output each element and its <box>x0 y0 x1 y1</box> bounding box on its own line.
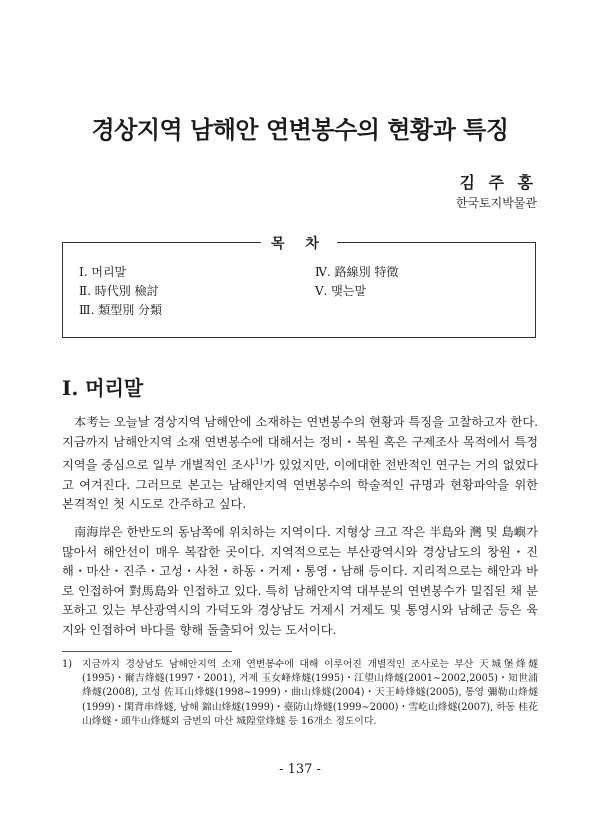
table-of-contents <box>62 236 536 338</box>
author-affiliation: 한국토지박물관 <box>455 196 537 210</box>
page-number: - 137 - <box>279 762 321 777</box>
footnote-text: 지금까지 경상남도 남해안지역 소재 연변봉수에 대해 이루어진 개별적인 조사로는 부산 天城堡烽燧(1995)・爾吉烽燧(1997・2001), 거제 玉女峰烽燧(1995)・江望山烽燧(2001∼2002,2005)・知世浦烽燧(2008), 고성 佐耳山烽燧(1998∼1999)・曲山烽燧(2004)・天王峙烽燧(2005), 통영 彌勒山烽燧(1999)・閑背串烽燧, 남해 錦山烽燧(1999)・臺防山烽燧(1999∼2000)・雪屹山烽燧(2007), 하동 桂花山烽燧・頭牛山烽燧외 금번의 마산 城隍堂烽燧 등 16개소 정도이다. <box>82 659 538 727</box>
footnote <box>62 658 538 729</box>
section-heading: Ⅰ. 머리말 <box>62 376 144 400</box>
body-text <box>62 413 538 641</box>
paragraph-text: 가 있었지만, 이에대한 전반적인 연구는 거의 없었다고 여겨진다. 그러므로 본고는 남해안지역 연변봉수의 학술적인 규명과 현황파악을 위한 본격적인 첫 시도로 간주하고 싶다. <box>62 458 538 512</box>
toc-heading: 목 차 <box>261 233 337 253</box>
footnote-number: 1) <box>62 659 73 670</box>
toc-column-left <box>79 263 162 320</box>
footnote-divider <box>62 651 232 652</box>
paragraph-text: 本考는 오늘날 경상지역 남해안에 소재하는 연변봉수의 현황과 특징을 고찰하고자 한다. 지금까지 남해안지역 소재 연변봉수에 대해서는 정비・복원 혹은 구제조사 목적에서 특정지역을 중심으로 일부 개별적인 조사 <box>62 415 538 473</box>
toc-column-right <box>315 263 398 301</box>
paper-title: 경상지역 남해안 연변봉수의 현황과 특징 <box>91 115 509 144</box>
paragraph <box>62 413 538 515</box>
toc-item: Ⅲ. 類型別 分類 <box>79 303 163 317</box>
toc-item: Ⅴ. 맺는말 <box>315 284 367 298</box>
toc-item: Ⅰ. 머리말 <box>79 265 127 279</box>
toc-item: Ⅳ. 路線別 特徵 <box>315 265 399 279</box>
footnote-ref: 1) <box>254 457 263 467</box>
toc-item: Ⅱ. 時代別 檢討 <box>79 284 159 298</box>
paragraph: 南海岸은 한반도의 동남쪽에 위치하는 지역이다. 지형상 크고 작은 半島와 灣 및 島嶼가 많아서 해안선이 매우 복잡한 곳이다. 지역적으로는 부산광역시와 경상남도의 창원・진해・마산・진주・고성・사천・하동・거제・통영・남해 등이다. 지리적으로는 해안과 바로 인접하여 對馬島와 인접하고 있다. 특히 남해안지역 대부분의 연변봉수가 밀집된 채 분포하고 있는 부산광역시의 가덕도와 경상남도 거제시 거제도 및 통영시와 남해군 등은 육지와 인접하여 바다를 향해 돌출되어 있는 도서이다. <box>62 525 538 637</box>
author-name: 김 주 홍 <box>459 173 537 192</box>
